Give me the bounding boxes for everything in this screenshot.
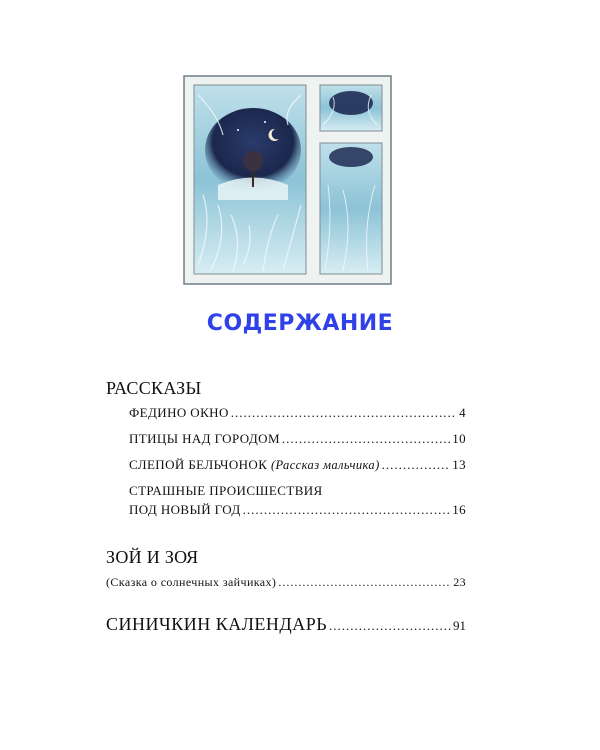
section-title-rasskazy: РАССКАЗЫ bbox=[106, 378, 202, 398]
dot-leader bbox=[278, 575, 451, 590]
entry-title: СЛЕПОЙ БЕЛЬЧОНОК (Рассказ мальчика) bbox=[129, 457, 380, 472]
toc-entry[interactable] bbox=[129, 502, 466, 518]
page-title: СОДЕРЖАНИЕ bbox=[206, 311, 394, 336]
entry-subtitle: (Рассказ мальчика) bbox=[270, 458, 380, 472]
entry-page-number: 13 bbox=[452, 457, 466, 472]
section-title-zoy-i-zoya: ЗОЙ И ЗОЯ bbox=[106, 547, 199, 567]
entry-page-number: 10 bbox=[452, 431, 466, 446]
dot-leader bbox=[329, 618, 451, 634]
entry-title-line2: ПОД НОВЫЙ ГОД bbox=[129, 502, 241, 517]
toc-entry-sinichkin-kalendar[interactable] bbox=[106, 614, 466, 635]
toc-entry[interactable] bbox=[106, 575, 466, 590]
entry-page-number: 4 bbox=[459, 405, 466, 420]
frosted-window-illustration bbox=[183, 75, 392, 285]
entry-title: ПТИЦЫ НАД ГОРОДОМ bbox=[129, 431, 280, 446]
entry-title: ФЕДИНО ОКНО bbox=[129, 405, 229, 420]
entry-page-number: 91 bbox=[453, 618, 466, 633]
dot-leader bbox=[243, 502, 451, 518]
dot-leader bbox=[382, 457, 451, 473]
section-title-sinichkin-kalendar: СИНИЧКИН КАЛЕНДАРЬ bbox=[106, 614, 328, 634]
entry-page-number: 16 bbox=[452, 502, 466, 517]
toc-entry[interactable] bbox=[129, 405, 466, 421]
dot-leader bbox=[231, 405, 457, 421]
entry-title: (Сказка о солнечных зайчиках) bbox=[106, 575, 277, 589]
toc-entry[interactable] bbox=[129, 431, 466, 447]
entry-page-number: 23 bbox=[453, 575, 466, 589]
toc-entry[interactable] bbox=[129, 457, 466, 473]
dot-leader bbox=[282, 431, 450, 447]
entry-title-line1: СТРАШНЫЕ ПРОИСШЕСТВИЯ bbox=[129, 483, 323, 498]
